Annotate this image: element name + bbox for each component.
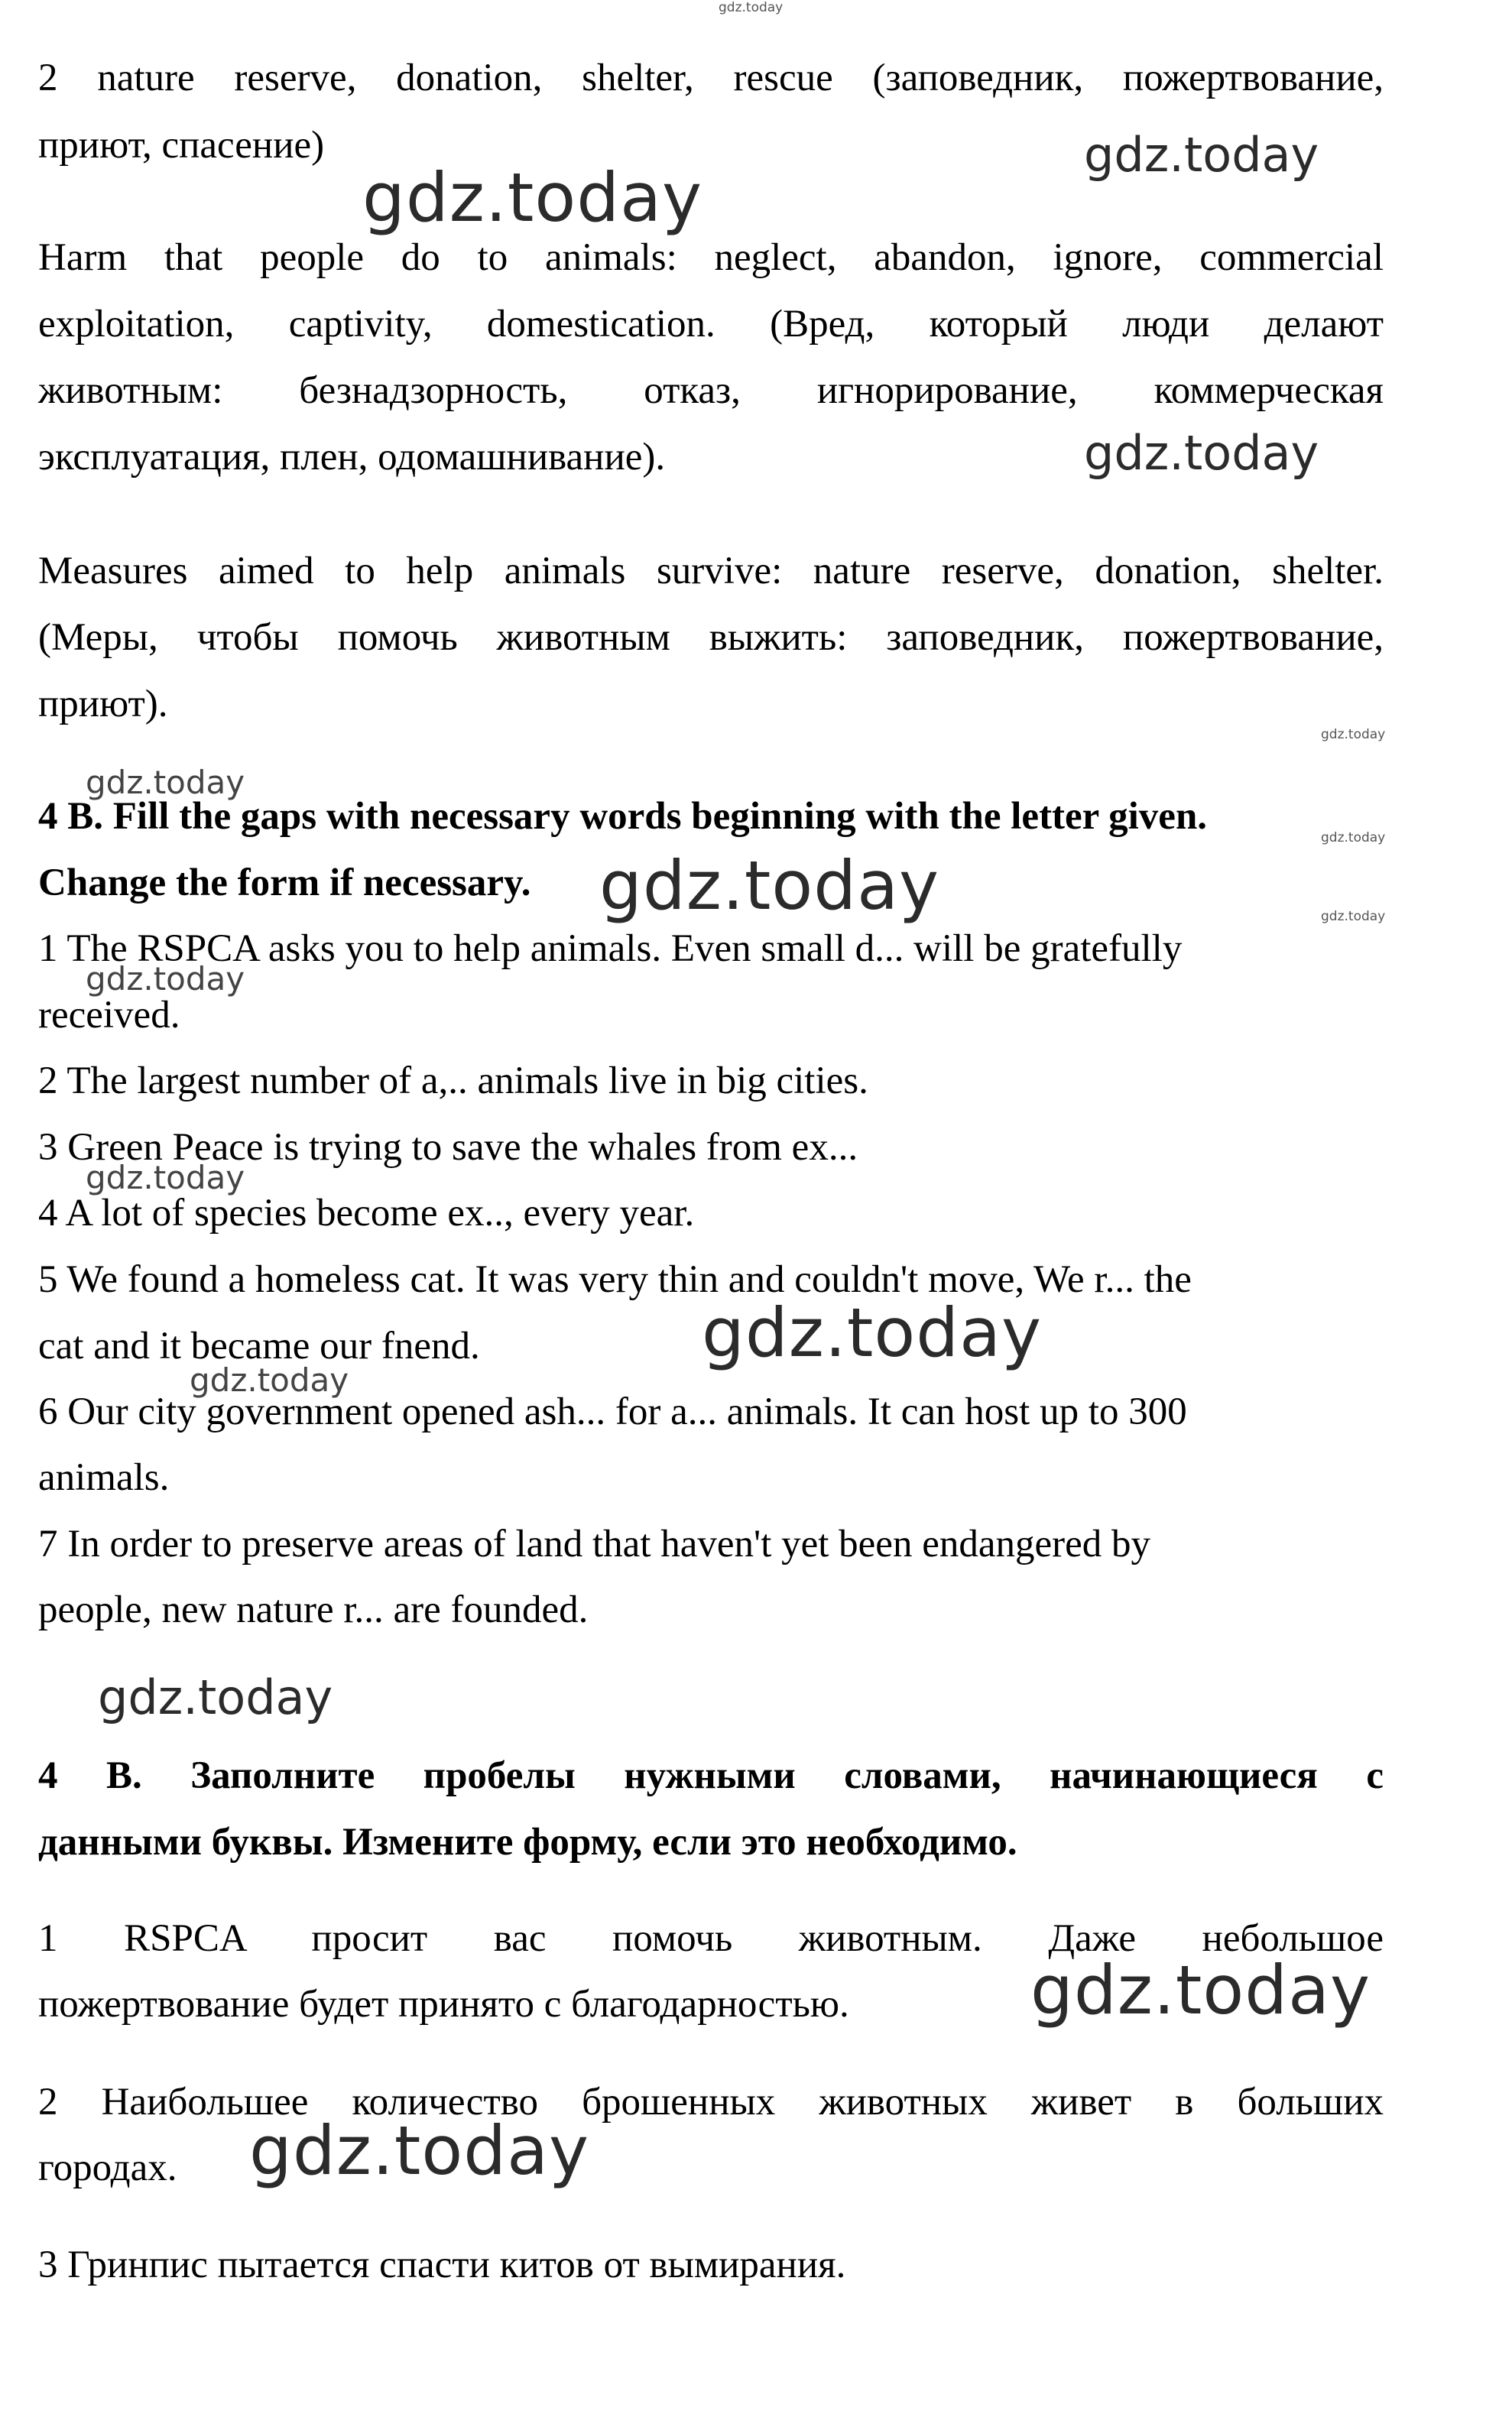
exercise-item: 2 The largest number of a,.. animals live in big cities. (38, 1059, 868, 1102)
watermark: gdz.today (1321, 830, 1386, 845)
watermark: gdz.today (86, 764, 245, 801)
exercise-item: 4 A lot of species become ex.., every year. (38, 1192, 695, 1235)
watermark: gdz.today (1321, 909, 1386, 924)
translation-item: 1 RSPCA просит вас помочь животным. Даже небольшое (38, 1917, 1384, 1960)
text-line: (Меры, чтобы помочь животным выжить: заповедник, пожертвование, (38, 616, 1384, 659)
text-line: Measures aimed to help animals survive: nature reserve, donation, shelter. (38, 550, 1384, 592)
watermark: gdz.today (249, 2111, 590, 2190)
text-line: приют). (38, 683, 168, 725)
watermark: gdz.today (362, 158, 703, 237)
translation-heading: данными буквы. Измените форму, если это необходимо. (38, 1821, 1017, 1864)
watermark: gdz.today (719, 0, 784, 15)
exercise-item: 6 Our city government opened ash... for a... animals. It can host up to 300 (38, 1390, 1187, 1433)
watermark: gdz.today (1084, 127, 1319, 183)
watermark: gdz.today (98, 1669, 333, 1725)
exercise-item: received. (38, 994, 180, 1037)
exercise-item: cat and it became our fnend. (38, 1325, 480, 1368)
exercise-item: animals. (38, 1456, 170, 1499)
watermark: gdz.today (86, 960, 245, 998)
exercise-item: 3 Green Peace is trying to save the whales from ex... (38, 1126, 858, 1169)
exercise-item: people, new nature r... are founded. (38, 1588, 589, 1631)
text-line: exploitation, captivity, domestication. (Вред, который люди делают (38, 303, 1384, 346)
watermark: gdz.today (1321, 727, 1386, 742)
exercise-item: 1 The RSPCA asks you to help animals. Even small d... will be gratefully (38, 927, 1183, 970)
translation-item: городах. (38, 2146, 177, 2189)
watermark: gdz.today (1084, 425, 1319, 481)
text-line: 2 nature reserve, donation, shelter, rescue (заповедник, пожертвование, (38, 57, 1384, 99)
text-line: эксплуатация, плен, одомашнивание). (38, 436, 666, 479)
translation-item: 3 Гринпис пытается спасти китов от вымирания. (38, 2244, 846, 2286)
exercise-heading: 4 B. Fill the gaps with necessary words beginning with the letter given. (38, 795, 1208, 838)
translation-heading: 4 В. Заполните пробелы нужными словами, начинающиеся с (38, 1754, 1384, 1797)
text-line: Harm that people do to animals: neglect, abandon, ignore, commercial (38, 236, 1384, 279)
exercise-heading: Change the form if necessary. (38, 861, 531, 904)
watermark: gdz.today (599, 846, 940, 925)
translation-item: пожертвование будет принято с благодарностью. (38, 1983, 849, 2026)
text-line: приют, спасение) (38, 124, 325, 167)
watermark: gdz.today (190, 1361, 349, 1399)
translation-item: 2 Наибольшее количество брошенных животных живет в больших (38, 2081, 1384, 2124)
text-line: животным: безнадзорность, отказ, игнорирование, коммерческая (38, 369, 1384, 412)
exercise-item: 7 In order to preserve areas of land that haven't yet been endangered by (38, 1523, 1150, 1566)
watermark: gdz.today (702, 1293, 1043, 1372)
watermark: gdz.today (1030, 1951, 1371, 2030)
watermark: gdz.today (86, 1159, 245, 1196)
exercise-item: 5 We found a homeless cat. It was very thin and couldn't move, We r... the (38, 1258, 1192, 1301)
